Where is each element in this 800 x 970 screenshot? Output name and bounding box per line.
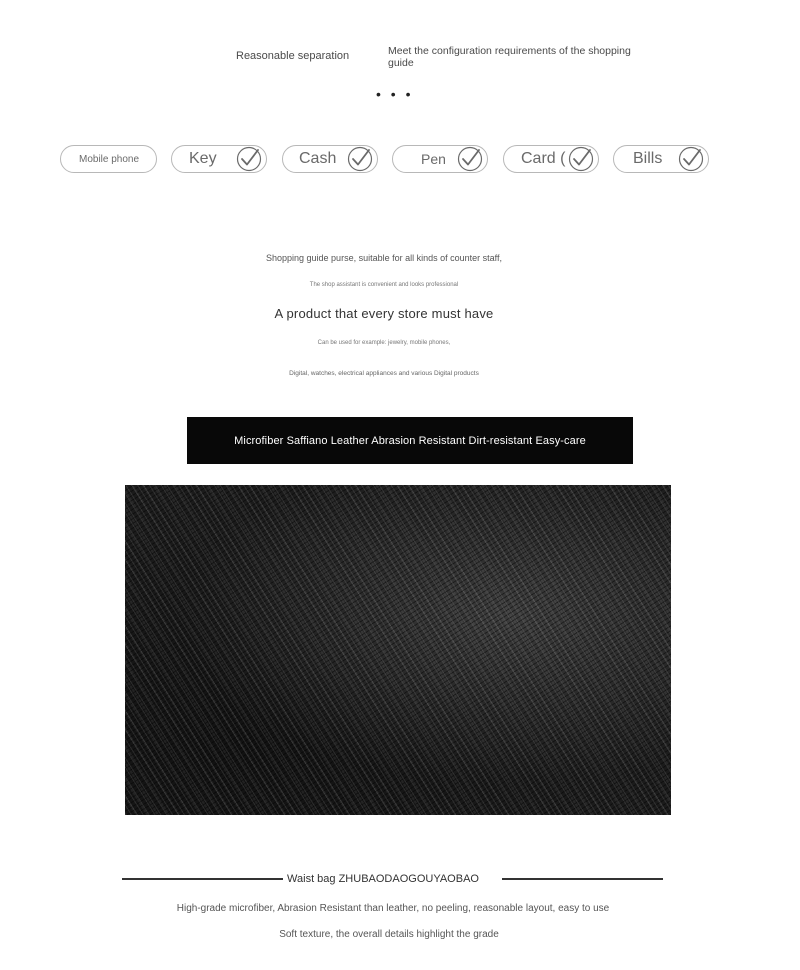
intro-line-products: Digital, watches, electrical appliances and various Digital products: [289, 370, 479, 377]
pill-label: Key: [189, 150, 217, 167]
intro-headline: A product that every store must have: [274, 306, 494, 321]
divider-left: [122, 878, 283, 880]
checkmark-icon: [347, 146, 373, 172]
intro-line-uses: Can be used for example: jewelry, mobile phones,: [317, 340, 451, 346]
material-banner: [187, 417, 633, 464]
checkmark-icon: [568, 146, 594, 172]
checkmark-icon: [678, 146, 704, 172]
saffiano-leather-texture-image: [125, 485, 671, 815]
pill-label: Card (: [521, 150, 566, 167]
product-description-line1: High-grade microfiber, Abrasion Resistant than leather, no peeling, reasonable layout, easy to use: [176, 903, 610, 914]
pill-card: [503, 145, 599, 173]
pill-cash: [282, 145, 378, 173]
pill-key: [171, 145, 267, 173]
pill-label: Pen: [421, 151, 446, 167]
pill-label: Bills: [633, 150, 663, 167]
pill-pen: [392, 145, 488, 173]
product-description-line2: Soft texture, the overall details highlight the grade: [279, 929, 499, 940]
pill-mobile-phone: [60, 145, 157, 173]
ellipsis-indicator: • • •: [376, 86, 414, 102]
checkmark-icon: [457, 146, 483, 172]
pill-label: Mobile phone: [79, 153, 140, 165]
intro-line-professional: The shop assistant is convenient and looks professional: [309, 282, 459, 288]
divider-right: [502, 878, 663, 880]
intro-line-staff: Shopping guide purse, suitable for all kinds of counter staff,: [266, 253, 502, 263]
material-banner-text: Microfiber Saffiano Leather Abrasion Resistant Dirt-resistant Easy-care: [234, 434, 586, 447]
feature-label-configuration: Meet the configuration requirements of the shopping guide: [388, 45, 631, 69]
pill-bills: [613, 145, 709, 173]
feature-label-separation: Reasonable separation: [236, 50, 350, 62]
product-title: Waist bag ZHUBAODAOGOUYAOBAO: [287, 873, 479, 885]
checkmark-icon: [236, 146, 262, 172]
pill-label: Cash: [299, 150, 337, 167]
